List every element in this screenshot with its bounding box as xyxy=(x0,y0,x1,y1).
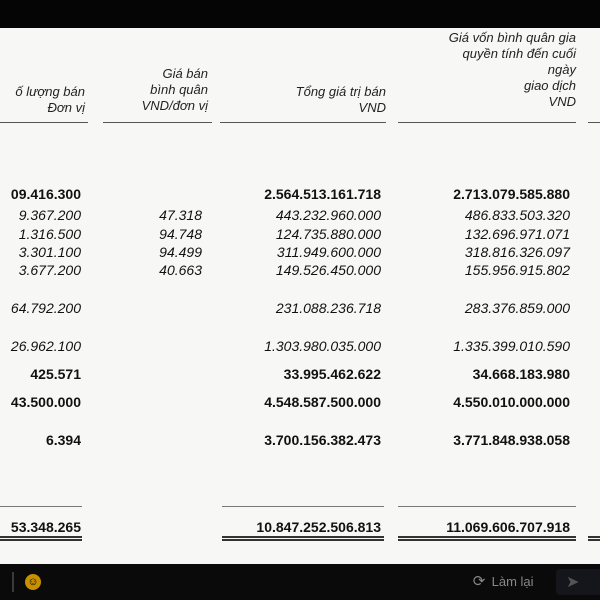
header-avg-cost xyxy=(449,30,576,110)
header-rule xyxy=(0,122,88,123)
send-button[interactable] xyxy=(556,569,600,595)
header-total-value xyxy=(296,84,386,116)
total-double-rule xyxy=(588,536,600,541)
table-cell-c1: 26.962.100 xyxy=(10,338,81,354)
table-cell-c4: 1.335.399.010.590 xyxy=(453,338,570,354)
table-cell-c4: 2.713.079.585.880 xyxy=(453,186,570,202)
header-rule xyxy=(103,122,212,123)
total-rule xyxy=(398,506,576,507)
table-cell-c3: 2.564.513.161.718 xyxy=(264,186,381,202)
header-avg-cost-line5: VND xyxy=(548,94,576,109)
table-cell-c2: 94.748 xyxy=(159,226,202,242)
header-rule xyxy=(220,122,386,123)
table-cell-c1: 3.677.200 xyxy=(18,262,81,278)
total-quantity: 53.348.265 xyxy=(10,519,81,535)
total-value: 10.847.252.506.813 xyxy=(256,519,381,535)
header-quantity-line1: ố lượng bán xyxy=(15,84,85,99)
header-avg-price xyxy=(142,66,208,114)
table-cell-c2: 40.663 xyxy=(159,262,202,278)
table-cell-c2: 47.318 xyxy=(159,207,202,223)
table-cell-c4: 4.550.010.000.000 xyxy=(453,394,570,410)
table-cell-c3: 3.700.156.382.473 xyxy=(264,432,381,448)
table-cell-c1: 425.571 xyxy=(30,366,81,382)
header-avg-cost-line3: ngày xyxy=(547,62,576,77)
table-cell-c3: 311.949.600.000 xyxy=(276,244,381,260)
table-cell-c1: 6.394 xyxy=(45,432,81,448)
header-avg-price-line3: VND/đơn vị xyxy=(141,98,208,113)
table-cell-c3: 124.735.880.000 xyxy=(275,226,381,242)
total-rule xyxy=(222,506,384,507)
table-cell-c1: 09.416.300 xyxy=(10,186,81,202)
table-cell-c1: 9.367.200 xyxy=(18,207,81,223)
header-avg-price-line2: bình quân xyxy=(150,82,208,97)
top-black-bar xyxy=(0,0,600,28)
total-rule xyxy=(0,506,82,507)
table-cell-c1: 1.316.500 xyxy=(18,226,81,242)
table-cell-c3: 149.526.450.000 xyxy=(275,262,381,278)
table-cell-c1: 64.792.200 xyxy=(10,300,81,316)
table-cell-c2: 94.499 xyxy=(159,244,202,260)
table-cell-c1: 3.301.100 xyxy=(18,244,81,260)
header-avg-cost-line4: giao dịch xyxy=(523,78,576,93)
retry-button[interactable] xyxy=(470,573,534,591)
send-icon: ➤ xyxy=(566,574,580,591)
total-double-rule xyxy=(0,536,82,541)
header-quantity xyxy=(15,84,85,116)
table-cell-c4: 318.816.326.097 xyxy=(464,244,570,260)
table-cell-c4: 283.376.859.000 xyxy=(464,300,570,316)
table-cell-c4: 3.771.848.938.058 xyxy=(453,432,570,448)
total-cost: 11.069.606.707.918 xyxy=(446,519,570,535)
bottom-toolbar xyxy=(0,564,600,600)
header-avg-cost-line2: quyền tính đến cuối xyxy=(462,46,576,61)
table-cell-c4: 132.696.971.071 xyxy=(464,226,570,242)
document-page xyxy=(0,28,600,564)
total-double-rule xyxy=(398,536,576,541)
table-cell-c3: 4.548.587.500.000 xyxy=(264,394,381,410)
table-cell-c4: 34.668.183.980 xyxy=(472,366,570,382)
header-avg-price-line1: Giá bán xyxy=(162,66,208,81)
table-cell-c3: 231.088.236.718 xyxy=(275,300,381,316)
header-total-value-line1: Tổng giá trị bán xyxy=(295,84,386,99)
header-total-value-line2: VND xyxy=(358,100,386,115)
coin-icon[interactable]: ☺ xyxy=(25,574,41,590)
refresh-icon: ⟳ xyxy=(472,573,486,590)
table-cell-c4: 155.956.915.802 xyxy=(464,262,570,278)
total-double-rule xyxy=(222,536,384,541)
table-cell-c4: 486.833.503.320 xyxy=(464,207,570,223)
header-rule xyxy=(398,122,576,123)
table-cell-c3: 443.232.960.000 xyxy=(275,207,381,223)
table-cell-c3: 33.995.462.622 xyxy=(283,366,381,382)
retry-label: Làm lại xyxy=(491,574,534,589)
header-quantity-line2: Đơn vị xyxy=(47,100,85,115)
table-cell-c3: 1.303.980.035.000 xyxy=(264,338,381,354)
header-avg-cost-line1: Giá vốn bình quân gia xyxy=(448,30,576,45)
table-cell-c1: 43.500.000 xyxy=(10,394,81,410)
header-rule xyxy=(588,122,600,123)
toolbar-left-edge xyxy=(0,572,14,592)
